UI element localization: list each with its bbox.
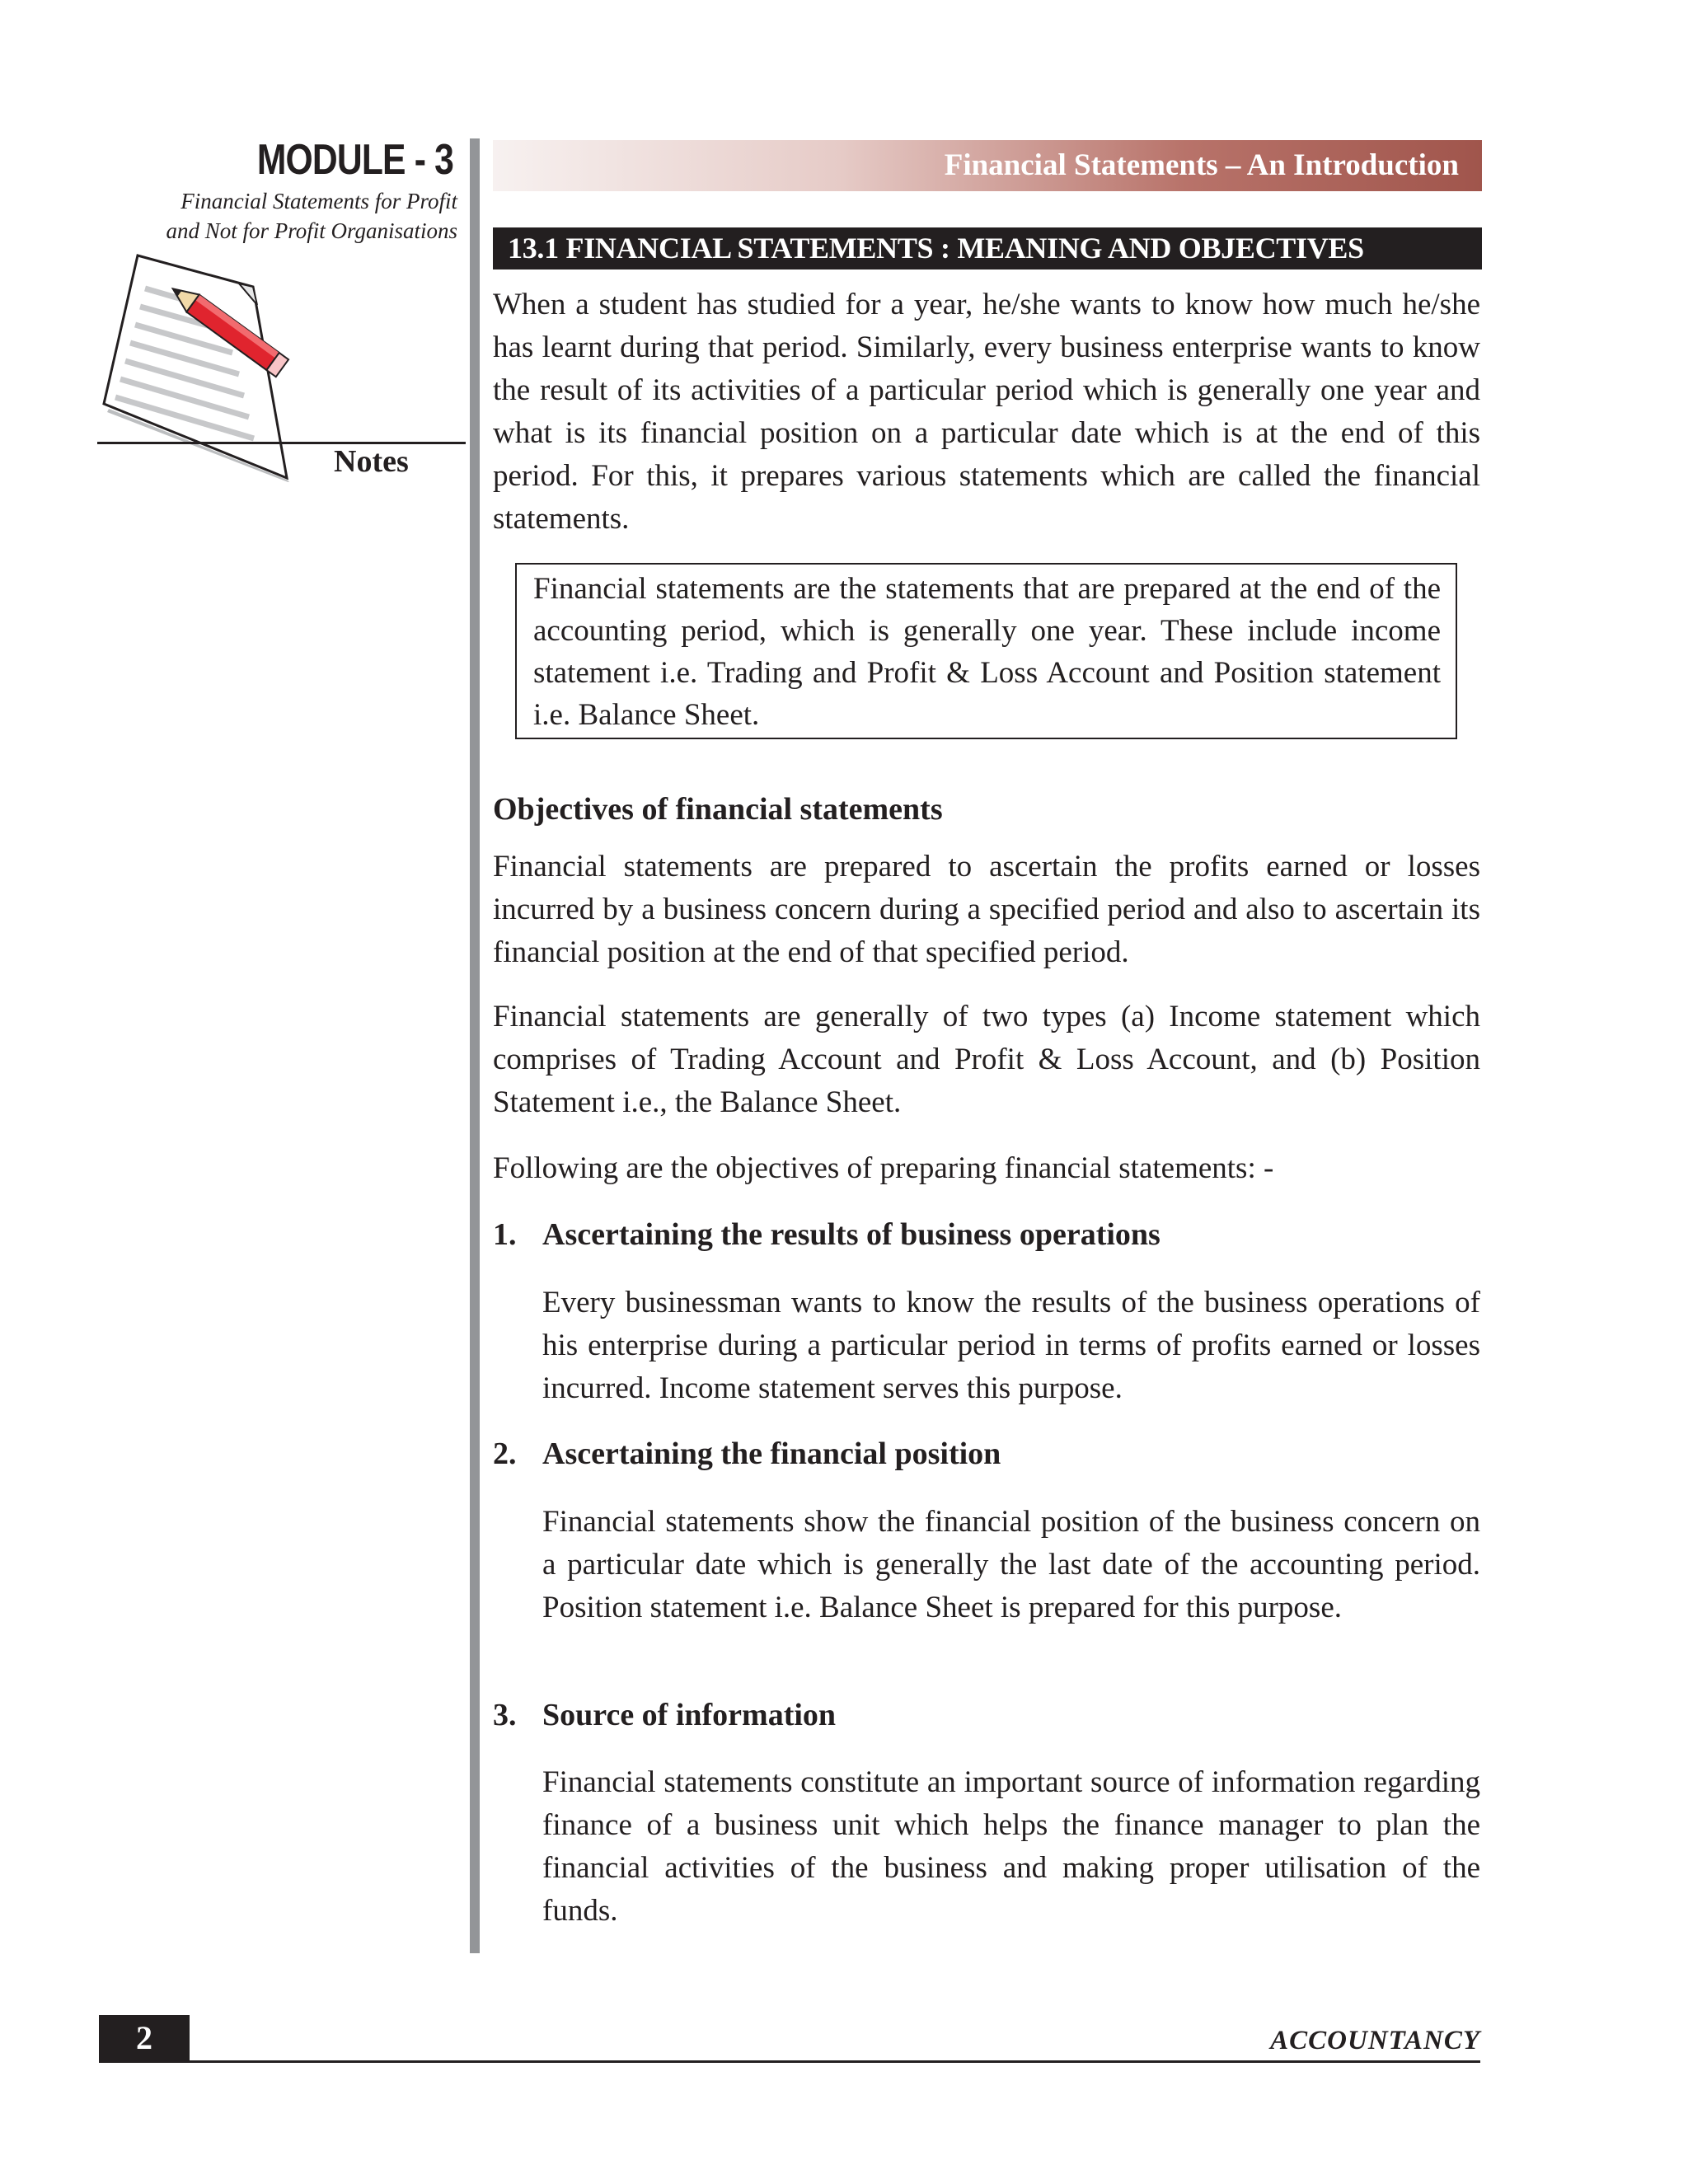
footer-rule bbox=[99, 2060, 1480, 2063]
objective-body: Financial statements show the financial position of the business concern on a particular date which is generally the last date of the accounting period. Position statement i.e. Balance Sheet is prepared for this purpose. bbox=[542, 1505, 1480, 1624]
objectives-paragraph-2: Financial statements are generally of two types (a) Income statement which comprises of Trading Account and Profit & Loss Account, and (b) Position Statement i.e., the Balance Sheet. bbox=[493, 1000, 1480, 1119]
notes-rule bbox=[97, 442, 466, 444]
page-number: 2 bbox=[99, 2015, 190, 2061]
objective-title: Ascertaining the financial position bbox=[542, 1436, 1001, 1471]
module-subtitle-line-1: Financial Statements for Profit bbox=[181, 189, 457, 213]
objective-body: Every businessman wants to know the results of the business operations of his enterprise during a particular period in terms of profits earned or losses incurred. Income statement serves this purpose. bbox=[542, 1286, 1480, 1405]
notes-pencil-icon bbox=[92, 247, 331, 482]
objectives-paragraph-1: Financial statements are prepared to ascertain the profits earned or losses incurred by a business concern during a specified period and also to ascertain its financial position at the end of that specified period. bbox=[493, 850, 1480, 969]
module-title: MODULE - 3 bbox=[256, 136, 453, 184]
objective-title: Ascertaining the results of business operations bbox=[542, 1217, 1160, 1252]
module-subtitle-line-2: and Not for Profit Organisations bbox=[166, 218, 457, 243]
objective-number: 1. bbox=[493, 1217, 517, 1252]
definition-text: Financial statements are the statements that are prepared at the end of the accounting period, which is generally one year. These include income statement i.e. Trading and Profit & Loss Account and Position statement i.e. Balance Sheet. bbox=[533, 572, 1441, 732]
objective-title: Source of information bbox=[542, 1698, 837, 1732]
objective-body: Financial statements constitute an important source of information regarding finance of a business unit which helps the finance manager to plan the financial activities of the business and making proper utilisation of the funds. bbox=[542, 1765, 1480, 1928]
objective-number: 2. bbox=[493, 1436, 517, 1471]
footer-book-title: ACCOUNTANCY bbox=[1270, 2026, 1480, 2055]
module-subtitle bbox=[107, 186, 457, 246]
notes-label: Notes bbox=[334, 444, 409, 479]
intro-paragraph: When a student has studied for a year, he/she wants to know how much he/she has learnt during that period. Similarly, every business enterprise wants to know the result of its activities of a particular period which is generally one year and what is its financial position on a particular date which is at the end of this period. For this, it prepares various statements which are called the financial statements. bbox=[493, 288, 1480, 536]
objectives-paragraph-3: Following are the objectives of preparing financial statements: - bbox=[493, 1151, 1274, 1185]
margin-divider bbox=[470, 138, 480, 1953]
chapter-title: Financial Statements – An Introduction bbox=[944, 148, 1459, 182]
objectives-heading: Objectives of financial statements bbox=[493, 792, 943, 827]
definition-box bbox=[515, 563, 1457, 739]
objective-number: 3. bbox=[493, 1698, 517, 1732]
section-heading: 13.1 FINANCIAL STATEMENTS : MEANING AND OBJECTIVES bbox=[493, 227, 1482, 269]
